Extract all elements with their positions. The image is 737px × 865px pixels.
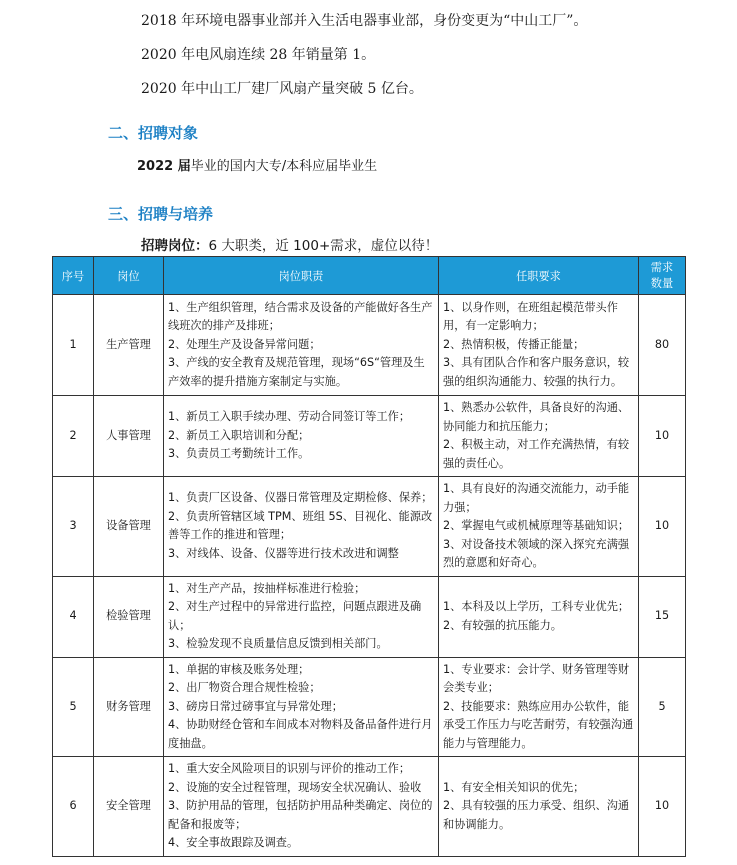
cell-count: 10	[639, 477, 686, 577]
table-row	[53, 657, 686, 757]
requirement-item: 2、热情积极，传播正能量；	[443, 337, 585, 351]
target-desc: 毕业的国内大专/本科应届毕业生	[190, 159, 378, 174]
header-requirements: 任职要求	[439, 257, 639, 295]
cell-count: 15	[639, 576, 686, 657]
history-line: 2020 年中山工厂建厂风扇产量突破 5 亿台。	[141, 81, 423, 97]
cell-duties	[164, 576, 439, 657]
cell-requirements	[439, 396, 639, 477]
header-duties: 岗位职责	[164, 257, 439, 295]
requirement-item: 1、具有良好的沟通交流能力，动手能力强；	[443, 482, 630, 514]
duty-item: 3、对线体、设备、仪器等进行技术改进和调整	[168, 546, 399, 560]
cell-duties	[164, 657, 439, 757]
duty-item: 1、生产组织管理，结合需求及设备的产能做好各生产线班次的排产及排班；	[168, 300, 433, 333]
requirement-item: 1、以身作则，在班组起模范带头作用，有一定影响力；	[443, 300, 618, 333]
history-line: 2018 年环境电器事业部并入生活电器事业部，身份变更为“中山工厂”。	[141, 13, 588, 29]
requirement-item: 3、对设备技术领域的深入探究充满强烈的意愿和好奇心。	[443, 537, 630, 569]
positions-label: 招聘岗位：	[141, 238, 209, 254]
cell-count: 5	[639, 657, 686, 757]
header-count-text: 需求 数量	[650, 260, 674, 290]
table-row	[53, 295, 686, 396]
duty-item: 1、单据的审核及账务处理；	[168, 662, 310, 676]
duty-item: 3、产线的安全教育及规范管理，现场“6S“管理及生产效率的提升措施方案制定与实施。	[168, 356, 425, 388]
requirement-item: 2、掌握电气或机械原理等基础知识；	[443, 519, 630, 532]
cell-post: 检验管理	[94, 576, 164, 657]
cell-post: 财务管理	[94, 657, 164, 757]
section-title-recruitment-training: 三、招聘与培养	[108, 205, 214, 223]
duty-item: 2、对生产过程中的异常进行监控，问题点跟进及确认；	[168, 600, 422, 632]
table-row	[53, 757, 686, 857]
table-row	[53, 576, 686, 657]
cell-post: 人事管理	[94, 396, 164, 477]
requirement-item: 1、有安全相关知识的优先；	[443, 780, 585, 794]
duty-item: 4、安全事故跟踪及调查。	[168, 836, 299, 850]
cell-no: 3	[53, 477, 94, 577]
table-header-row	[53, 257, 686, 295]
duty-item: 1、重大安全风险项目的识别与评价的推动工作；	[168, 762, 411, 776]
recruitment-target	[137, 155, 377, 174]
duty-item: 3、防护用品的管理，包括防护用品种类确定、岗位的配备和报废等；	[168, 799, 433, 831]
requirement-item: 3、具有团队合作和客户服务意识，较强的组织沟通能力、较强的执行力。	[443, 356, 630, 388]
table-row	[53, 396, 686, 477]
positions-text: 6 大职类，近 100+需求，虚位以待！	[208, 238, 439, 254]
cell-post: 设备管理	[94, 477, 164, 577]
cell-duties	[164, 295, 439, 396]
header-post: 岗位	[94, 257, 164, 295]
duty-item: 2、设施的安全过程管理，现场安全状况确认、验收	[168, 780, 422, 794]
cell-post: 生产管理	[94, 295, 164, 396]
cell-count: 10	[639, 396, 686, 477]
table-row	[53, 477, 686, 577]
cell-requirements	[439, 477, 639, 577]
duty-item: 1、新员工入职手续办理、劳动合同签订等工作；	[168, 410, 411, 424]
positions-table	[52, 256, 686, 857]
section-title-recruitment-target: 二、招聘对象	[108, 124, 199, 142]
cell-duties	[164, 396, 439, 477]
requirement-item: 1、专业要求：会计学、财务管理等财会类专业；	[443, 662, 630, 694]
cell-duties	[164, 477, 439, 577]
duty-item: 3、负责员工考勤统计工作。	[168, 447, 310, 461]
cell-duties	[164, 757, 439, 857]
header-count	[639, 257, 686, 295]
requirement-item: 2、具有较强的压力承受、组织、沟通和协调能力。	[443, 799, 630, 831]
duty-item: 3、磅房日常过磅事宜与异常处理；	[168, 699, 343, 713]
duty-item: 2、出厂物资合理合规性检验；	[168, 681, 321, 694]
cell-no: 5	[53, 657, 94, 757]
cell-requirements	[439, 295, 639, 396]
cell-count: 10	[639, 757, 686, 857]
cell-requirements	[439, 576, 639, 657]
cell-requirements	[439, 757, 639, 857]
duty-item: 2、处理生产及设备异常问题；	[168, 337, 321, 351]
duty-item: 1、对生产产品，按抽样标准进行检验；	[168, 581, 366, 595]
cell-no: 1	[53, 295, 94, 396]
header-no: 序号	[53, 257, 94, 295]
requirement-item: 1、本科及以上学历，工科专业优先；	[443, 600, 630, 613]
duty-item: 1、负责厂区设备、仪器日常管理及定期检修、保养；	[168, 491, 433, 505]
duty-item: 2、新员工入职培训和分配；	[168, 428, 310, 442]
positions-summary	[141, 234, 438, 254]
history-line: 2020 年电风扇连续 28 年销量第 1。	[141, 47, 376, 63]
cell-no: 6	[53, 757, 94, 857]
cell-post: 安全管理	[94, 757, 164, 857]
requirement-item: 2、有较强的抗压能力。	[443, 618, 562, 632]
duty-item: 2、负责所管辖区域 TPM、班组 5S、目视化、能源改善等工作的推进和管理；	[168, 509, 433, 542]
requirement-item: 2、积极主动，对工作充满热情，有较强的责任心。	[443, 438, 630, 470]
duty-item: 4、协助财经仓管和车间成本对物料及备品备件进行月度抽盘。	[168, 718, 433, 750]
requirement-item: 2、技能要求：熟练应用办公软件，能承受工作压力与吃苦耐劳，有较强沟通能力与管理能力。	[443, 699, 634, 750]
cell-count: 80	[639, 295, 686, 396]
cell-no: 4	[53, 576, 94, 657]
target-year: 2022 届	[137, 159, 191, 174]
requirement-item: 1、熟悉办公软件，具备良好的沟通、协同能力和抗压能力；	[443, 401, 630, 433]
cell-no: 2	[53, 396, 94, 477]
cell-requirements	[439, 657, 639, 757]
duty-item: 3、检验发现不良质量信息反馈到相关部门。	[168, 637, 388, 650]
